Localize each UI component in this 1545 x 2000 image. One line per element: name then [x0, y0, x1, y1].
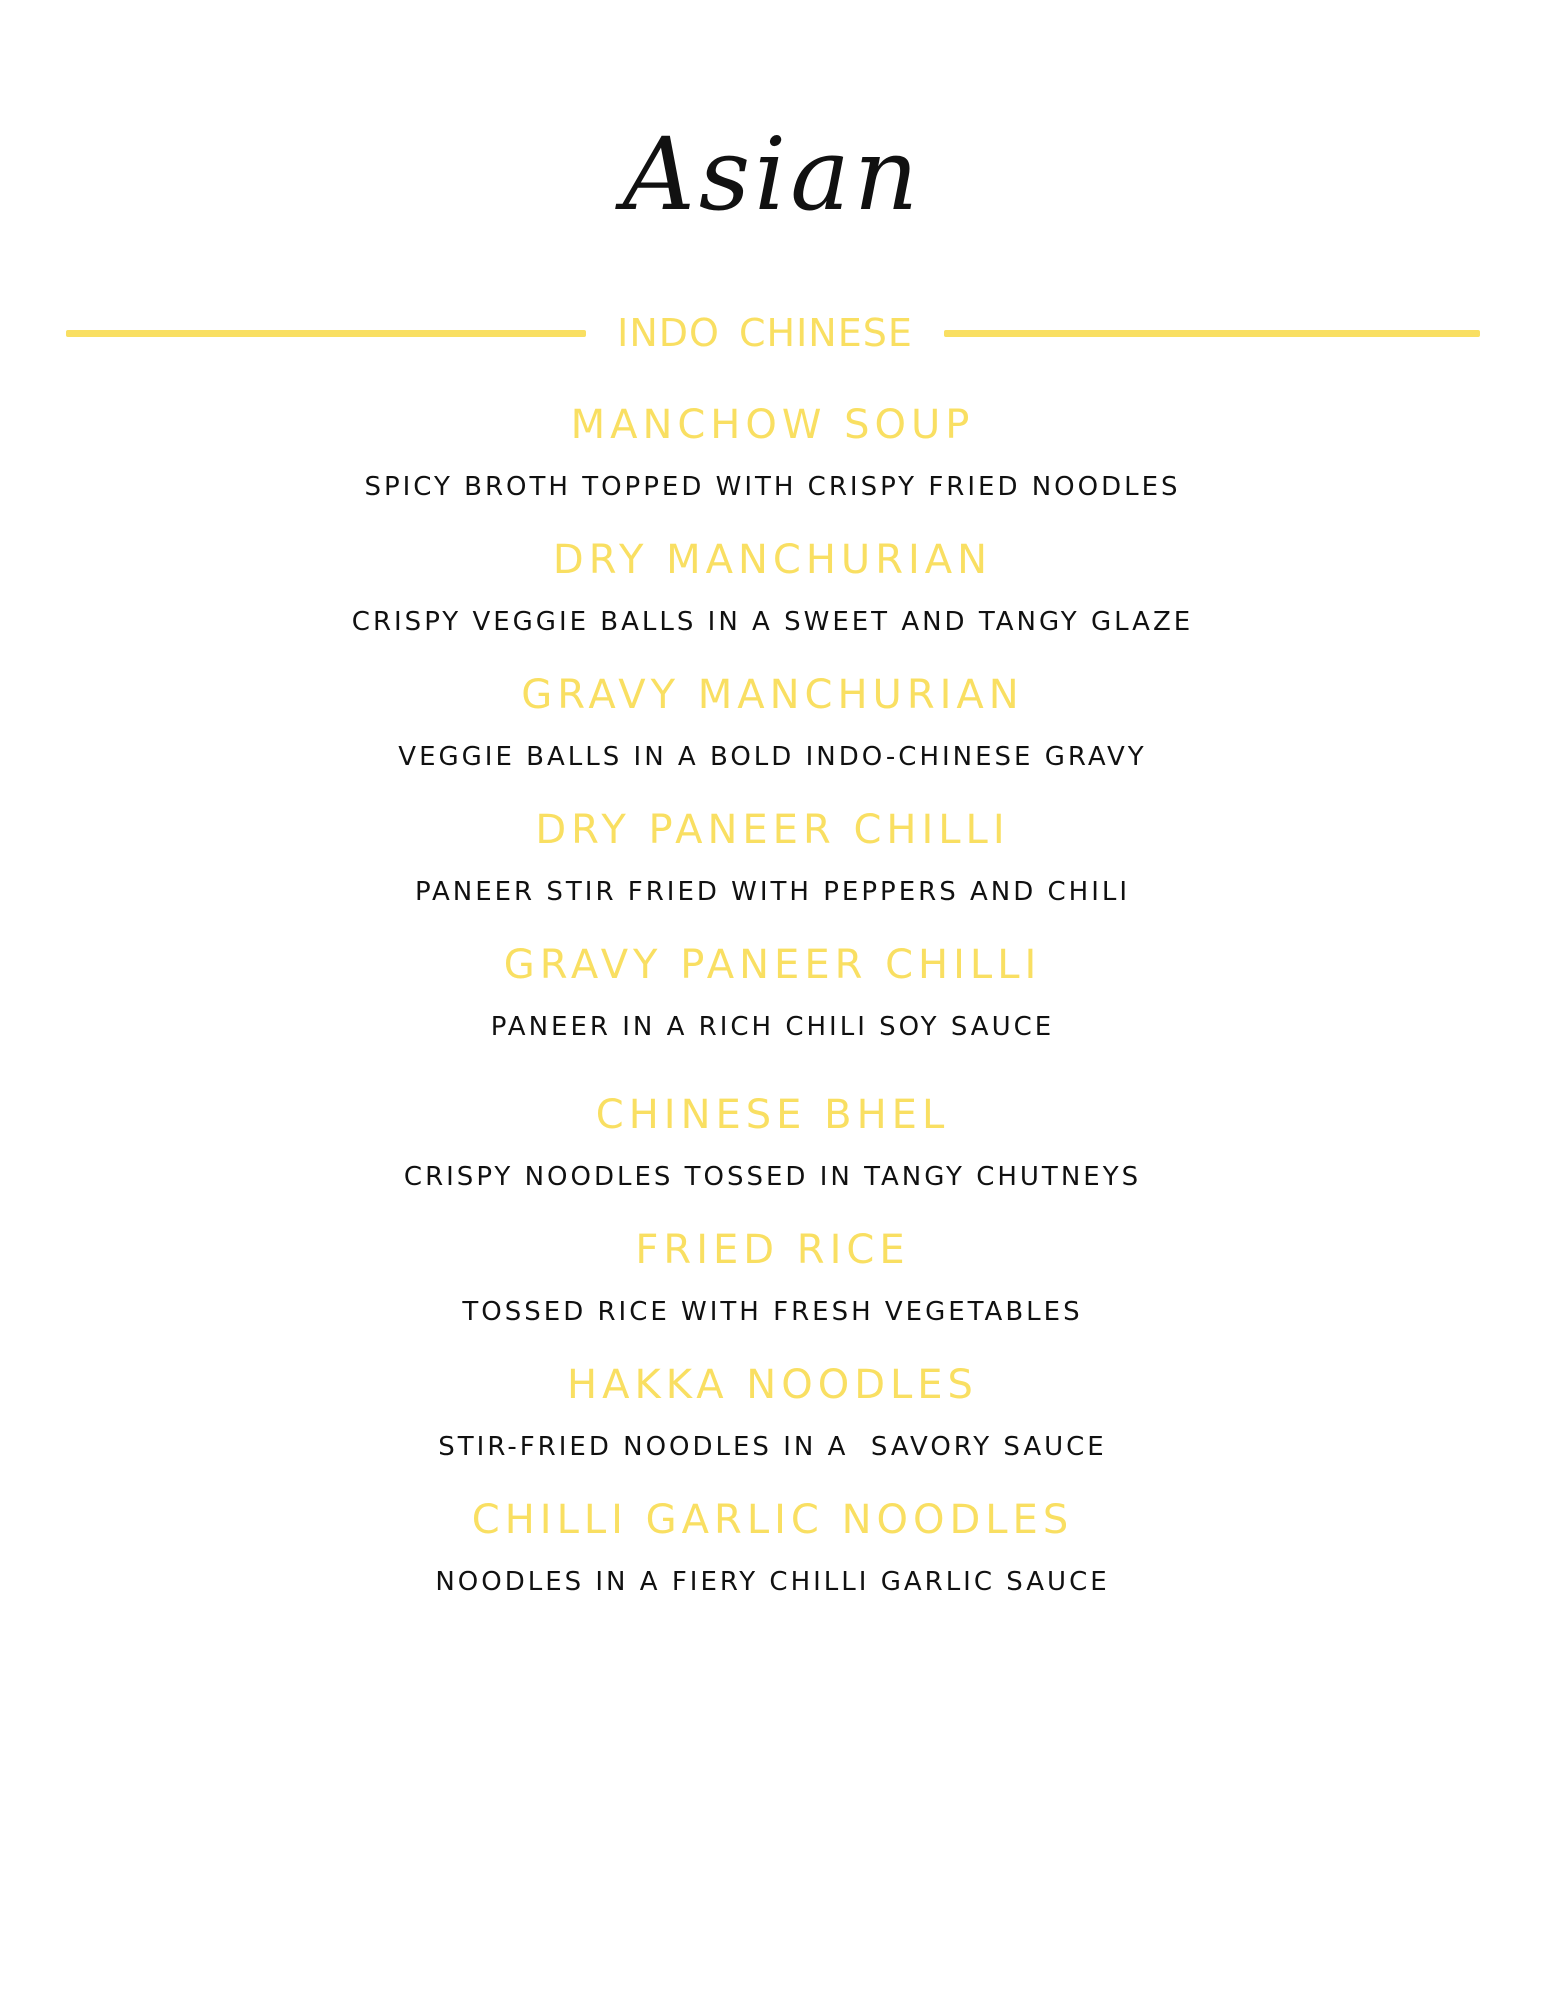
- page-title: Asian: [622, 116, 923, 233]
- menu-item-manchow-soup: [0, 400, 1545, 504]
- item-description: NOODLES IN A FIERY CHILLI GARLIC SAUCE: [435, 1567, 1110, 1597]
- item-name: GRAVY MANCHURIAN: [521, 672, 1024, 718]
- item-name: DRY MANCHURIAN: [552, 537, 993, 583]
- menu-item-chilli-garlic-noodles: [0, 1495, 1545, 1599]
- menu-item-gravy-manchurian: [0, 670, 1545, 774]
- item-description: CRISPY VEGGIE BALLS IN A SWEET AND TANGY GLAZE: [351, 607, 1194, 637]
- item-description: CRISPY NOODLES TOSSED IN TANGY CHUTNEYS: [403, 1162, 1142, 1192]
- item-name: HAKKA NOODLES: [567, 1362, 978, 1408]
- divider-left: [66, 330, 586, 337]
- menu-item-chinese-bhel: [0, 1090, 1545, 1194]
- menu-item-dry-manchurian: [0, 535, 1545, 639]
- item-name: GRAVY PANEER CHILLI: [503, 942, 1042, 988]
- menu-item-fried-rice: [0, 1225, 1545, 1329]
- item-description: VEGGIE BALLS IN A BOLD INDO-CHINESE GRAVY: [398, 742, 1147, 772]
- item-name: MANCHOW SOUP: [570, 402, 975, 448]
- item-description: PANEER STIR FRIED WITH PEPPERS AND CHILI: [414, 877, 1131, 907]
- divider-right: [944, 330, 1480, 337]
- item-name: DRY PANEER CHILLI: [535, 807, 1010, 853]
- item-name: CHILLI GARLIC NOODLES: [471, 1497, 1074, 1543]
- item-description: TOSSED RICE WITH FRESH VEGETABLES: [462, 1297, 1083, 1327]
- item-description: SPICY BROTH TOPPED WITH CRISPY FRIED NOODLES: [364, 472, 1181, 502]
- section-header: [66, 308, 1480, 358]
- menu-item-gravy-paneer-chilli: [0, 940, 1545, 1044]
- item-name: FRIED RICE: [635, 1227, 910, 1273]
- menu-item-hakka-noodles: [0, 1360, 1545, 1464]
- item-description: PANEER IN A RICH CHILI SOY SAUCE: [490, 1012, 1055, 1042]
- item-name: CHINESE BHEL: [595, 1092, 950, 1138]
- menu-item-dry-paneer-chilli: [0, 805, 1545, 909]
- item-description: STIR-FRIED NOODLES IN A SAVORY SAUCE: [438, 1432, 1107, 1462]
- section-title: INDO CHINESE: [617, 311, 913, 355]
